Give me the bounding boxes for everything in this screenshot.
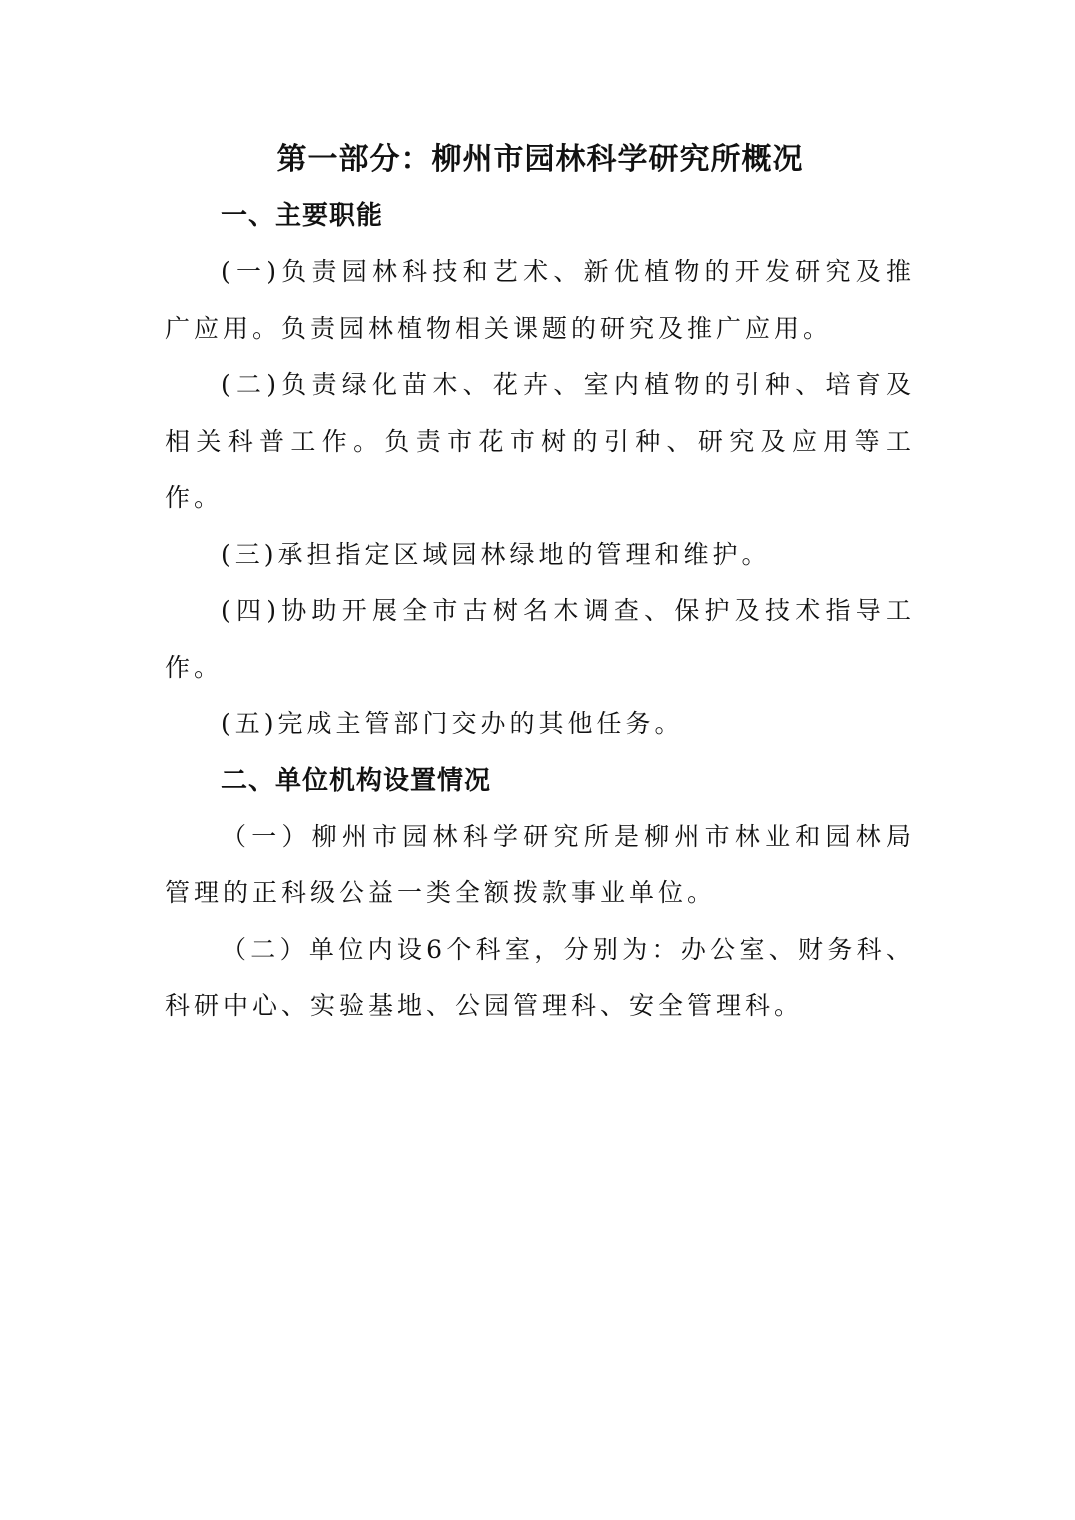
- function-paragraph-4: (四)协助开展全市古树名木调查、保护及技术指导工作。: [165, 596, 915, 682]
- organization-paragraph-2: （二）单位内设6个科室，分别为：办公室、财务科、科研中心、实验基地、公园管理科、安全管理科。: [165, 934, 915, 1020]
- function-paragraph-2: (二)负责绿化苗木、花卉、室内植物的引种、培育及相关科普工作。负责市花市树的引种、研究及应用等工作。: [165, 370, 915, 512]
- document-title: 第一部分：柳州市园林科学研究所概况: [276, 142, 804, 177]
- section-heading-functions: 一、主要职能: [221, 201, 384, 231]
- organization-paragraph-1: （一）柳州市园林科学研究所是柳州市林业和园林局管理的正科级公益一类全额拨款事业单位。: [165, 821, 915, 907]
- section-heading-organization: 二、单位机构设置情况: [221, 765, 492, 796]
- document-content: [165, 132, 915, 1035]
- function-paragraph-5: (五)完成主管部门交办的其他任务。: [221, 709, 684, 738]
- function-paragraph-3: (三)承担指定区域园林绿地的管理和维护。: [221, 539, 771, 569]
- function-paragraph-1: (一)负责园林科技和艺术、新优植物的开发研究及推广应用。负责园林植物相关课题的研究及推广应用。: [165, 257, 915, 343]
